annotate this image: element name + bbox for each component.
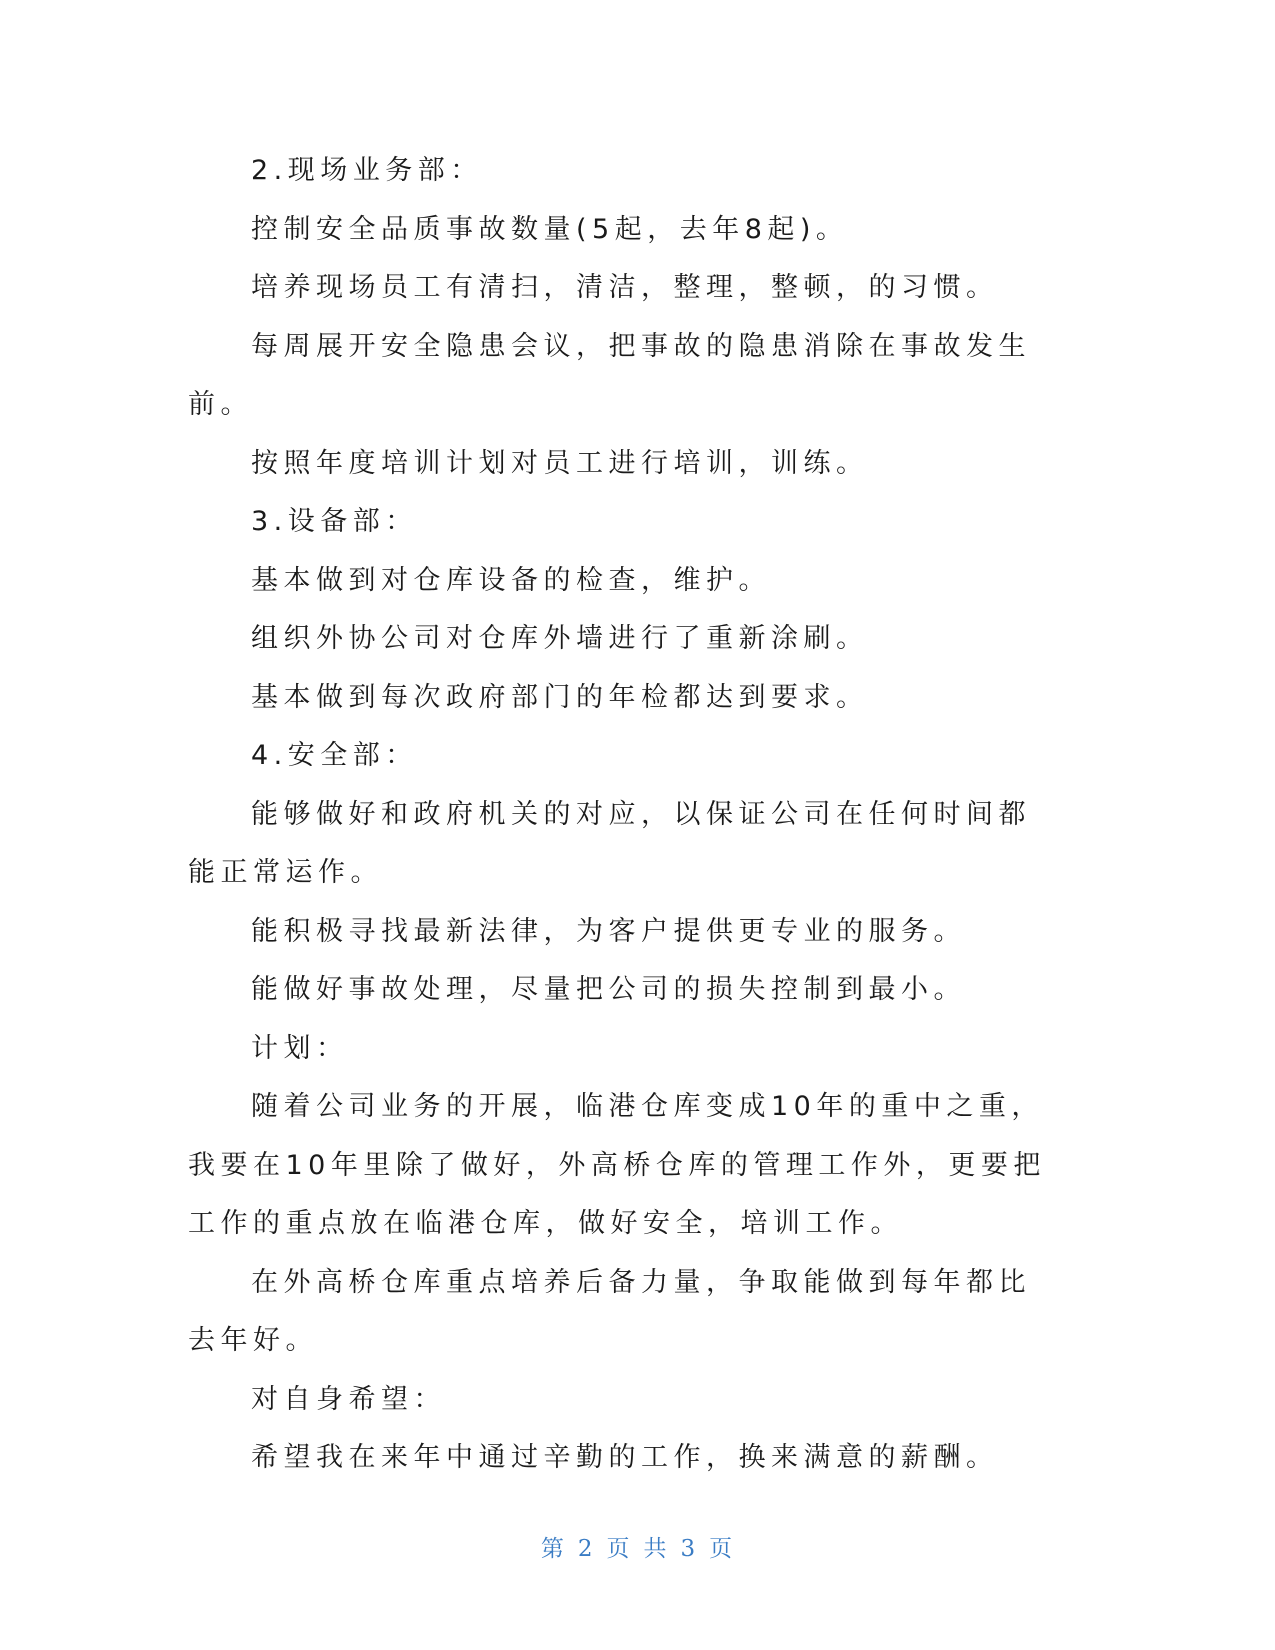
paragraph: 控制安全品质事故数量(5起，去年8起)。 [251, 213, 849, 245]
paragraph-dept-equipment-heading: 3.设备部： [251, 506, 418, 537]
paragraph-dept-safety-heading: 4.安全部： [251, 740, 418, 771]
paragraph: 能积极寻找最新法律，为客户提供更专业的服务。 [251, 915, 966, 947]
footer-label-prefix: 第 [540, 1536, 566, 1562]
page-footer [0, 1530, 1275, 1563]
footer-current-page: 2 [577, 1536, 595, 1562]
paragraph-self-expectation-heading: 对自身希望： [251, 1383, 446, 1415]
paragraph: 组织外协公司对仓库外墙进行了重新涂刷。 [251, 623, 869, 654]
paragraph: 能做好事故处理，尽量把公司的损失控制到最小。 [251, 974, 966, 1005]
paragraph-plan-heading: 计划： [251, 1032, 349, 1064]
footer-total-pages: 3 [680, 1536, 698, 1562]
paragraph: 在外高桥仓库重点培养后备力量，争取能做到每年都比去年好。 [188, 1266, 1031, 1356]
paragraph: 基本做到对仓库设备的检查，维护。 [251, 564, 771, 596]
footer-label-total: 共 [643, 1536, 669, 1562]
paragraph: 希望我在来年中通过辛勤的工作，换来满意的薪酬。 [251, 1442, 999, 1473]
paragraph: 随着公司业务的开展，临港仓库变成10年的重中之重，我要在10年里除了做好，外高桥仓库的管理工作外，更要把工作的重点放在临港仓库，做好安全，培训工作。 [188, 1091, 1046, 1239]
paragraph: 培养现场员工有清扫，清洁，整理，整顿，的习惯。 [251, 272, 999, 303]
paragraph: 按照年度培训计划对员工进行培训，训练。 [251, 447, 869, 479]
footer-label-page-end: 页 [709, 1536, 735, 1562]
document-body [188, 142, 1058, 1488]
paragraph: 每周展开安全隐患会议，把事故的隐患消除在事故发生前。 [188, 330, 1031, 420]
paragraph: 能够做好和政府机关的对应，以保证公司在任何时间都能正常运作。 [188, 798, 1031, 888]
footer-label-page: 页 [606, 1536, 632, 1562]
paragraph-dept-field-heading: 2.现场业务部： [251, 155, 483, 186]
paragraph: 基本做到每次政府部门的年检都达到要求。 [251, 681, 869, 713]
